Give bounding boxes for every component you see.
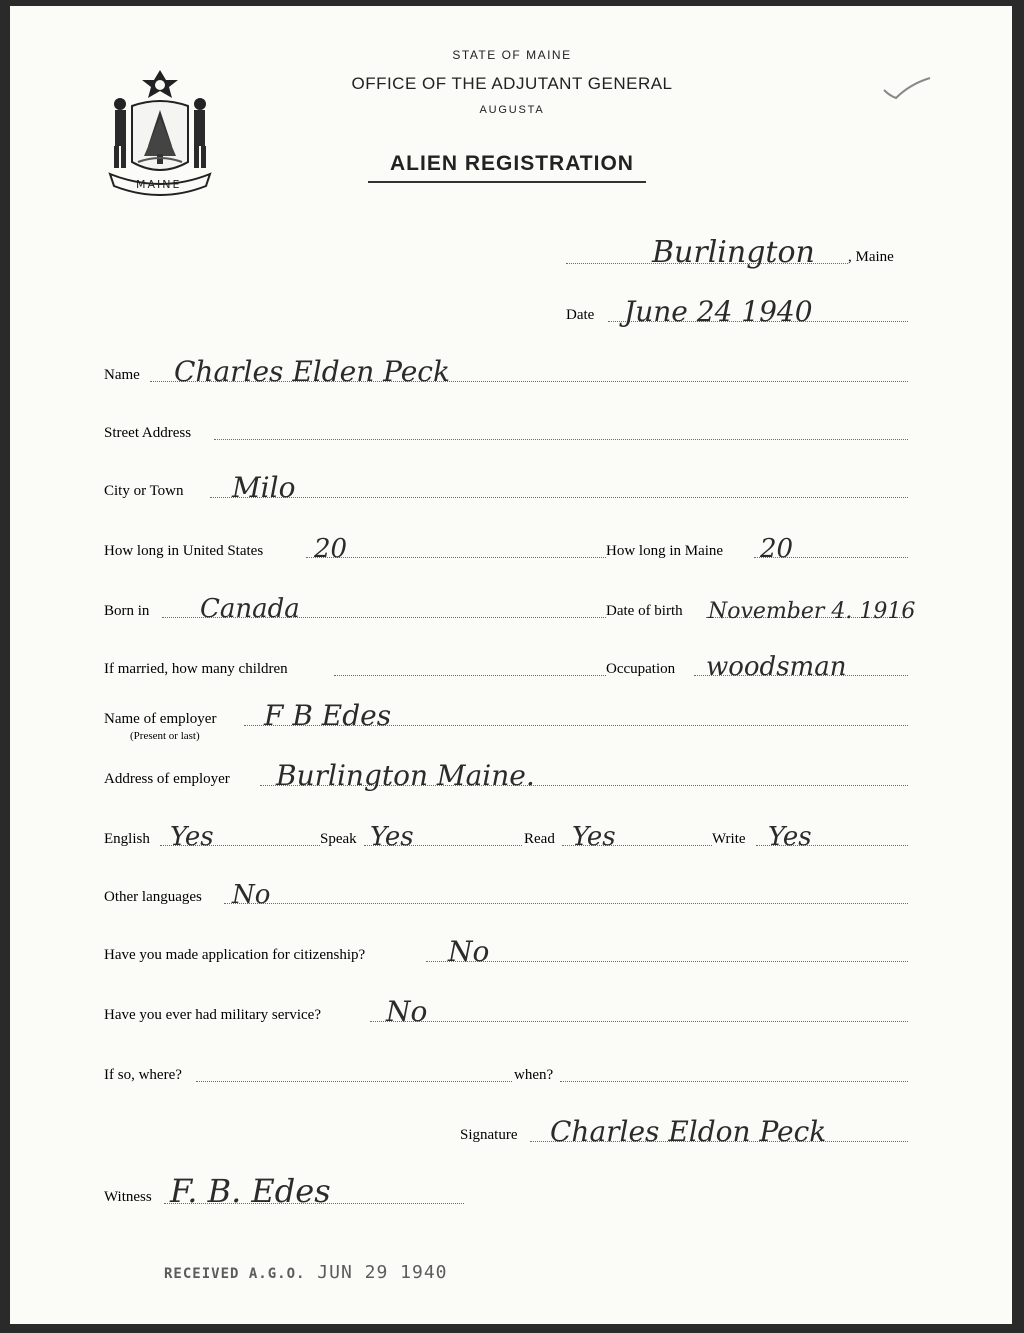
place-row (566, 230, 908, 274)
witness-label: Witness (104, 1189, 152, 1205)
header-state: STATE OF MAINE (452, 48, 572, 62)
dob-label: Date of birth (606, 603, 683, 619)
title-underline (368, 181, 646, 183)
born-value: Canada (200, 594, 300, 624)
signature-row (460, 1108, 908, 1152)
employer-value: F B Edes (264, 699, 392, 732)
children-label: If married, how many children (104, 661, 288, 677)
received-stamp (164, 1262, 448, 1283)
speak-value: Yes (370, 822, 414, 852)
street-label: Street Address (104, 425, 192, 441)
employer-label: Name of employer (104, 711, 217, 727)
us-years-value: 20 (314, 534, 348, 564)
city-row (104, 464, 908, 508)
employer-address-label: Address of employer (104, 771, 230, 787)
other-languages-row (104, 870, 908, 914)
other-languages-value: No (232, 880, 271, 910)
speak-label: Speak (320, 831, 357, 847)
signature-label: Signature (460, 1127, 518, 1143)
when-label: when? (514, 1067, 554, 1083)
dob-value: November 4. 1916 (708, 599, 916, 624)
street-row (104, 406, 908, 450)
read-value: Yes (572, 822, 616, 852)
occupation-value: woodsman (706, 652, 847, 682)
other-languages-label: Other languages (104, 889, 202, 905)
born-label: Born in (104, 603, 150, 619)
form-title: ALIEN REGISTRATION (390, 152, 634, 175)
us-years-label: How long in United States (104, 543, 264, 559)
witness-row (104, 1170, 524, 1214)
employer-address-value: Burlington Maine. (276, 759, 535, 792)
write-value: Yes (768, 822, 812, 852)
citizenship-value: No (448, 935, 490, 968)
military-row (104, 988, 908, 1032)
header-office: OFFICE OF THE ADJUTANT GENERAL (351, 74, 673, 93)
english-value: Yes (170, 822, 214, 852)
check-mark-icon (878, 72, 934, 104)
name-label: Name (104, 367, 140, 383)
citizenship-row (104, 928, 908, 972)
occupation-label: Occupation (606, 661, 676, 677)
place-value: Burlington (652, 235, 815, 270)
date-value: June 24 1940 (624, 295, 813, 328)
residence-row (104, 524, 908, 568)
date-row (566, 288, 908, 332)
military-value: No (386, 995, 428, 1028)
birth-row (104, 584, 916, 628)
maine-years-label: How long in Maine (606, 543, 724, 559)
signature-value: Charles Eldon Peck (550, 1115, 827, 1148)
maine-seal-icon (104, 66, 216, 196)
where-label: If so, where? (104, 1067, 182, 1083)
city-value: Milo (232, 471, 296, 504)
date-label: Date (566, 307, 595, 323)
english-label: English (104, 831, 150, 847)
employer-row (104, 692, 908, 736)
military-label: Have you ever had military service? (104, 1007, 321, 1023)
employer-address-row (104, 752, 908, 796)
stamp-date: JUN 29 1940 (317, 1262, 448, 1283)
service-detail-row (104, 1048, 908, 1092)
header-city: AUGUSTA (479, 104, 545, 116)
employer-sublabel: (Present or last) (130, 730, 200, 742)
stamp-prefix: RECEIVED A.G.O. (164, 1266, 306, 1282)
maine-years-value: 20 (760, 534, 794, 564)
citizenship-label: Have you made application for citizenship? (104, 947, 366, 963)
witness-value: F. B. Edes (170, 1172, 331, 1210)
language-row (104, 812, 908, 856)
write-label: Write (712, 831, 746, 847)
read-label: Read (524, 831, 555, 847)
seal-ribbon-text: MAINE (136, 178, 182, 191)
children-row (104, 642, 908, 686)
name-value: Charles Elden Peck (174, 355, 450, 388)
place-suffix: , Maine (848, 249, 894, 265)
city-label: City or Town (104, 483, 184, 499)
name-row (104, 348, 908, 392)
